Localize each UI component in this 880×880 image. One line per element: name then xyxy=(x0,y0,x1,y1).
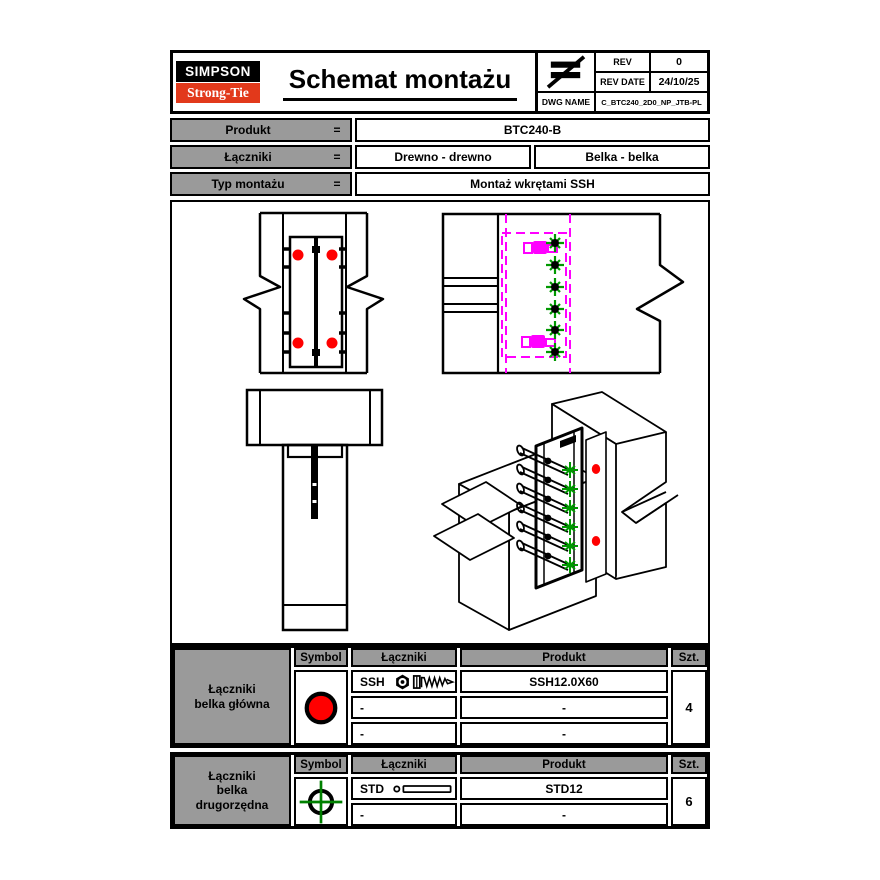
fastener-code: - xyxy=(360,700,364,715)
product-row-label xyxy=(170,118,352,142)
qty-cell: 6 xyxy=(671,777,707,826)
crosshair-symbol-icon xyxy=(297,778,345,826)
product-label-text: Produkt xyxy=(225,123,271,137)
dwg-name-value: C_BTC240_2D0_NP_JTB-PL xyxy=(596,93,707,111)
side-view-drawing xyxy=(242,388,387,633)
col-header-qty: Szt. xyxy=(671,648,707,667)
rev-date-label: REV DATE xyxy=(596,73,649,91)
first-angle-projection-icon xyxy=(544,54,588,90)
group-label-line: belka główna xyxy=(194,696,270,711)
title-area xyxy=(265,53,535,111)
product-value: BTC240-B xyxy=(355,118,710,142)
equals-sign: = xyxy=(333,123,341,137)
fastener-code: - xyxy=(360,807,364,822)
red-circle-symbol-icon xyxy=(302,689,340,727)
mount-type-value: Montaż wkrętami SSH xyxy=(355,172,710,196)
product-cell: SSH12.0X60 xyxy=(460,670,668,693)
rev-date-value: 24/10/25 xyxy=(651,73,707,91)
equals-sign: = xyxy=(333,150,341,164)
group-label-line: drugorzędna xyxy=(195,797,269,812)
col-header-symbol: Symbol xyxy=(294,648,348,667)
logo-simpson: SIMPSON xyxy=(176,61,260,82)
equals-sign: = xyxy=(333,177,341,191)
revision-panel xyxy=(535,53,707,111)
ssh-screw-icon xyxy=(393,672,455,692)
group-label-line: Łączniki xyxy=(208,768,256,783)
top-view-drawing xyxy=(440,208,702,376)
product-row xyxy=(170,118,710,142)
isometric-view-drawing xyxy=(424,384,704,644)
group-label-secondary-beam xyxy=(173,755,291,826)
fastener-code-cell xyxy=(351,803,457,826)
mount-type-row-label xyxy=(170,172,352,196)
fastener-code-cell xyxy=(351,670,457,693)
col-header-fasteners: Łączniki xyxy=(351,755,457,774)
drawing-sheet xyxy=(170,50,710,830)
col-header-symbol: Symbol xyxy=(294,755,348,774)
group-label-main-beam xyxy=(173,648,291,745)
col-header-qty: Szt. xyxy=(671,755,707,774)
mount-type-label-text: Typ montażu xyxy=(211,177,285,191)
fastener-code-cell xyxy=(351,777,457,800)
projection-symbol-cell xyxy=(538,53,594,91)
connector-stem xyxy=(311,445,318,519)
fastener-code-cell xyxy=(351,722,457,745)
fasteners-value-2: Belka - belka xyxy=(534,145,710,169)
col-header-fasteners: Łączniki xyxy=(351,648,457,667)
drawing-area xyxy=(170,200,710,645)
fastener-code: STD xyxy=(360,781,384,796)
symbol-cell-green-crosshair xyxy=(294,777,348,826)
product-cell: - xyxy=(460,803,668,826)
qty-cell: 4 xyxy=(671,670,707,745)
title-block xyxy=(170,50,710,114)
main-beam-section xyxy=(247,390,382,445)
col-header-product: Produkt xyxy=(460,648,668,667)
product-cell: STD12 xyxy=(460,777,668,800)
fasteners-value-1: Drewno - drewno xyxy=(355,145,531,169)
page-title: Schemat montażu xyxy=(283,64,518,101)
logo-strongtie: Strong-Tie xyxy=(176,83,260,103)
dwg-name-label: DWG NAME xyxy=(538,93,594,111)
rev-label: REV xyxy=(596,53,649,71)
symbol-cell-red-circle xyxy=(294,670,348,745)
simpson-strongtie-logo xyxy=(173,53,265,111)
fastener-code: - xyxy=(360,726,364,741)
front-view-drawing xyxy=(242,210,387,376)
std-dowel-icon xyxy=(392,782,455,796)
fasteners-label-text: Łączniki xyxy=(224,150,272,164)
group-label-line: belka xyxy=(216,783,248,798)
mount-type-row xyxy=(170,172,710,196)
break-line-left xyxy=(244,213,280,373)
product-cell: - xyxy=(460,722,668,745)
group-label-line: Łączniki xyxy=(208,682,256,697)
break-line-right xyxy=(347,213,383,373)
ssh-screw-marker xyxy=(592,536,600,546)
rev-value: 0 xyxy=(651,53,707,71)
fasteners-row xyxy=(170,145,710,169)
break-line-right xyxy=(637,214,683,373)
col-header-product: Produkt xyxy=(460,755,668,774)
main-beam-fastener-table xyxy=(170,645,710,748)
secondary-beam-fastener-table xyxy=(170,752,710,829)
ssh-screw-marker xyxy=(592,464,600,474)
fastener-code-cell xyxy=(351,696,457,719)
product-cell: - xyxy=(460,696,668,719)
fastener-code: SSH xyxy=(360,674,385,689)
fasteners-row-label xyxy=(170,145,352,169)
